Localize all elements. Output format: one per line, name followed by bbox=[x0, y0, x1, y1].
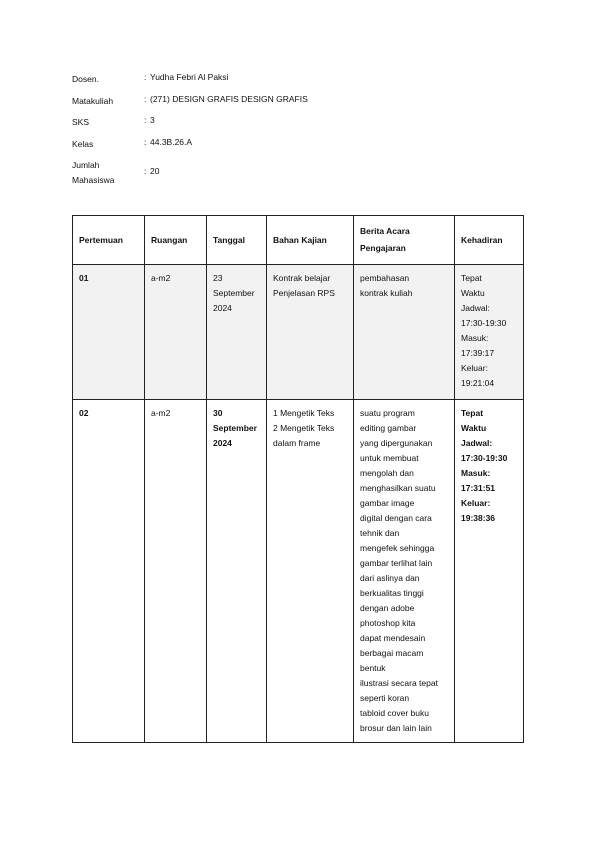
cell-line: gambar image bbox=[360, 498, 415, 508]
cell-berita-acara bbox=[354, 400, 455, 743]
info-colon: : bbox=[144, 72, 147, 82]
info-value: Yudha Febri Al Paksi bbox=[150, 72, 229, 82]
cell-line: Keluar: bbox=[461, 363, 488, 373]
cell-line: Keluar: bbox=[461, 498, 491, 508]
info-value: (271) DESIGN GRAFIS DESIGN GRAFIS bbox=[150, 94, 308, 104]
info-label: Dosen. bbox=[72, 74, 99, 84]
cell-line: digital dengan cara bbox=[360, 513, 432, 523]
cell-line: 17:30-19:30 bbox=[461, 453, 508, 463]
cell-line: untuk membuat bbox=[360, 453, 419, 463]
cell-line: kontrak kuliah bbox=[360, 288, 413, 298]
info-label: Kelas bbox=[72, 139, 94, 149]
cell-line: ilustrasi secara tepat bbox=[360, 678, 438, 688]
cell-line: pembahasan bbox=[360, 273, 410, 283]
cell-line: gambar terlihat lain bbox=[360, 558, 433, 568]
cell-line: 17:30-19:30 bbox=[461, 318, 507, 328]
cell-bahan-kajian bbox=[267, 400, 354, 743]
cell-line: editing gambar bbox=[360, 423, 417, 433]
cell-line: Kontrak belajar bbox=[273, 273, 331, 283]
cell-line: Masuk: bbox=[461, 468, 491, 478]
header-ruangan: Ruangan bbox=[145, 216, 207, 265]
cell-tanggal bbox=[207, 265, 267, 400]
cell-line: bentuk bbox=[360, 663, 386, 673]
cell-line: dari aslinya dan bbox=[360, 573, 420, 583]
cell-line: 1 Mengetik Teks bbox=[273, 408, 335, 418]
cell-ruangan: a-m2 bbox=[145, 400, 207, 743]
cell-line: September bbox=[213, 423, 257, 433]
cell-ruangan: a-m2 bbox=[145, 265, 207, 400]
cell-line: menghasilkan suatu bbox=[360, 483, 436, 493]
table-row bbox=[73, 265, 524, 400]
cell-bahan-kajian bbox=[267, 265, 354, 400]
info-colon: : bbox=[144, 137, 147, 147]
header-bahan-kajian: Bahan Kajian bbox=[267, 216, 354, 265]
header-berita-acara: Berita Acara Pengajaran bbox=[354, 216, 455, 265]
header-tanggal: Tanggal bbox=[207, 216, 267, 265]
header-pertemuan: Pertemuan bbox=[73, 216, 145, 265]
cell-line: 2024 bbox=[213, 438, 232, 448]
info-colon: : bbox=[144, 94, 147, 104]
cell-line: dengan adobe bbox=[360, 603, 415, 613]
table-row bbox=[73, 400, 524, 743]
attendance-table bbox=[72, 215, 524, 743]
cell-line: Jadwal: bbox=[461, 438, 493, 448]
cell-line: tehnik dan bbox=[360, 528, 400, 538]
cell-kehadiran bbox=[455, 265, 524, 400]
info-label: SKS bbox=[72, 117, 90, 127]
cell-line: 2 Mengetik Teks bbox=[273, 423, 335, 433]
info-value: 3 bbox=[150, 115, 155, 125]
table-header-row bbox=[73, 216, 524, 265]
cell-line: 17:39:17 bbox=[461, 348, 495, 358]
cell-line: mengefek sehingga bbox=[360, 543, 435, 553]
cell-line: Tepat bbox=[461, 273, 482, 283]
cell-line: 23 bbox=[213, 273, 223, 283]
cell-berita-acara bbox=[354, 265, 455, 400]
cell-line: 30 bbox=[213, 408, 223, 418]
info-value: 20 bbox=[150, 166, 160, 176]
cell-tanggal bbox=[207, 400, 267, 743]
cell-line: 19:38:36 bbox=[461, 513, 496, 523]
cell-line: Tepat bbox=[461, 408, 484, 418]
cell-line: dapat mendesain bbox=[360, 633, 426, 643]
cell-line: Jadwal: bbox=[461, 303, 490, 313]
cell-line: photoshop kita bbox=[360, 618, 416, 628]
cell-line: Penjelasan RPS bbox=[273, 288, 335, 298]
cell-line: 19:21:04 bbox=[461, 378, 495, 388]
cell-line: 2024 bbox=[213, 303, 232, 313]
cell-kehadiran bbox=[455, 400, 524, 743]
cell-line: mengolah dan bbox=[360, 468, 414, 478]
cell-line: September bbox=[213, 288, 255, 298]
cell-line: Masuk: bbox=[461, 333, 489, 343]
info-colon: : bbox=[144, 166, 147, 176]
cell-line: Waktu bbox=[461, 423, 487, 433]
cell-pertemuan: 01 bbox=[73, 265, 145, 400]
header-kehadiran: Kehadiran bbox=[455, 216, 524, 265]
info-value: 44.3B.26.A bbox=[150, 137, 193, 147]
cell-line: tabloid cover buku bbox=[360, 708, 429, 718]
cell-line: brosur dan lain lain bbox=[360, 723, 432, 733]
cell-line: Waktu bbox=[461, 288, 485, 298]
info-label: Mahasiswa bbox=[72, 175, 115, 185]
cell-line: berbagai macam bbox=[360, 648, 424, 658]
cell-line: 17:31:51 bbox=[461, 483, 496, 493]
cell-line: seperti koran bbox=[360, 693, 410, 703]
cell-line: suatu program bbox=[360, 408, 415, 418]
info-label: Jumlah bbox=[72, 160, 100, 170]
cell-pertemuan: 02 bbox=[73, 400, 145, 743]
info-label: Matakuliah bbox=[72, 96, 114, 106]
cell-line: berkualitas tinggi bbox=[360, 588, 424, 598]
info-colon: : bbox=[144, 115, 147, 125]
cell-line: yang dipergunakan bbox=[360, 438, 433, 448]
cell-line: dalam frame bbox=[273, 438, 321, 448]
